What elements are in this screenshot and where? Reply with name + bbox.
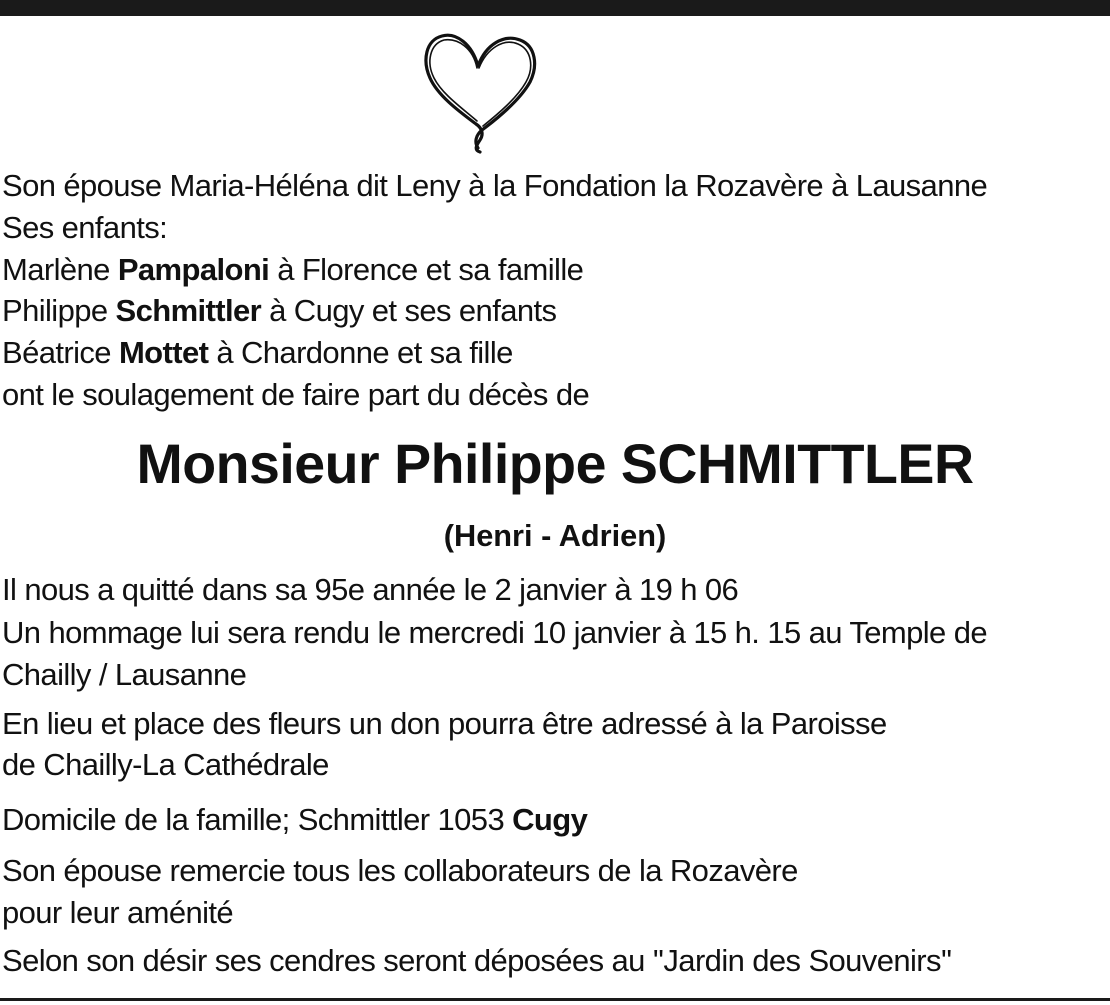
child-detail: à Florence et sa famille: [277, 252, 584, 287]
child-line: [2, 333, 513, 373]
child-last-name: Schmittler: [115, 293, 262, 328]
announcement-line: ont le soulagement de faire part du décès de: [2, 377, 590, 412]
children-heading: Ses enfants:: [2, 210, 168, 245]
bottom-rule: [0, 998, 1110, 1001]
heart-icon: [420, 26, 542, 154]
thanks-line: Son épouse remercie tous les collaborateurs de la Rozavère: [2, 853, 798, 888]
child-first-name: Béatrice: [2, 335, 111, 370]
spouse-line: Son épouse Maria-Héléna dit Leny à la Fondation la Rozavère à Lausanne: [2, 168, 988, 203]
child-last-name: Pampaloni: [117, 252, 270, 287]
ashes-line: Selon son désir ses cendres seront déposées au ''Jardin des Souvenirs'': [2, 943, 952, 978]
donation-line: de Chailly-La Cathédrale: [2, 747, 329, 782]
thanks-line: pour leur aménité: [2, 895, 234, 930]
deceased-name: Monsieur Philippe SCHMITTLER: [136, 432, 974, 495]
death-line: Il nous a quitté dans sa 95e année le 2 janvier à 19 h 06: [2, 572, 739, 607]
child-last-name: Mottet: [118, 335, 209, 370]
domicile-town: Cugy: [512, 802, 588, 837]
donation-line: En lieu et place des fleurs un don pourra être adressé à la Paroisse: [2, 706, 887, 741]
child-first-name: Marlène: [2, 252, 110, 287]
domicile-address: Domicile de la famille; Schmittler 1053: [2, 802, 505, 837]
deceased-other-names: (Henri - Adrien): [443, 518, 667, 553]
tribute-line: Un hommage lui sera rendu le mercredi 10 janvier à 15 h. 15 au Temple de: [2, 615, 987, 650]
child-first-name: Philippe: [2, 293, 108, 328]
domicile-line: [2, 800, 587, 840]
top-rule: [0, 0, 1110, 16]
child-detail: à Chardonne et sa fille: [216, 335, 513, 370]
tribute-line: Chailly / Lausanne: [2, 657, 247, 692]
child-line: [2, 250, 583, 290]
child-line: [2, 291, 556, 331]
child-detail: à Cugy et ses enfants: [269, 293, 557, 328]
